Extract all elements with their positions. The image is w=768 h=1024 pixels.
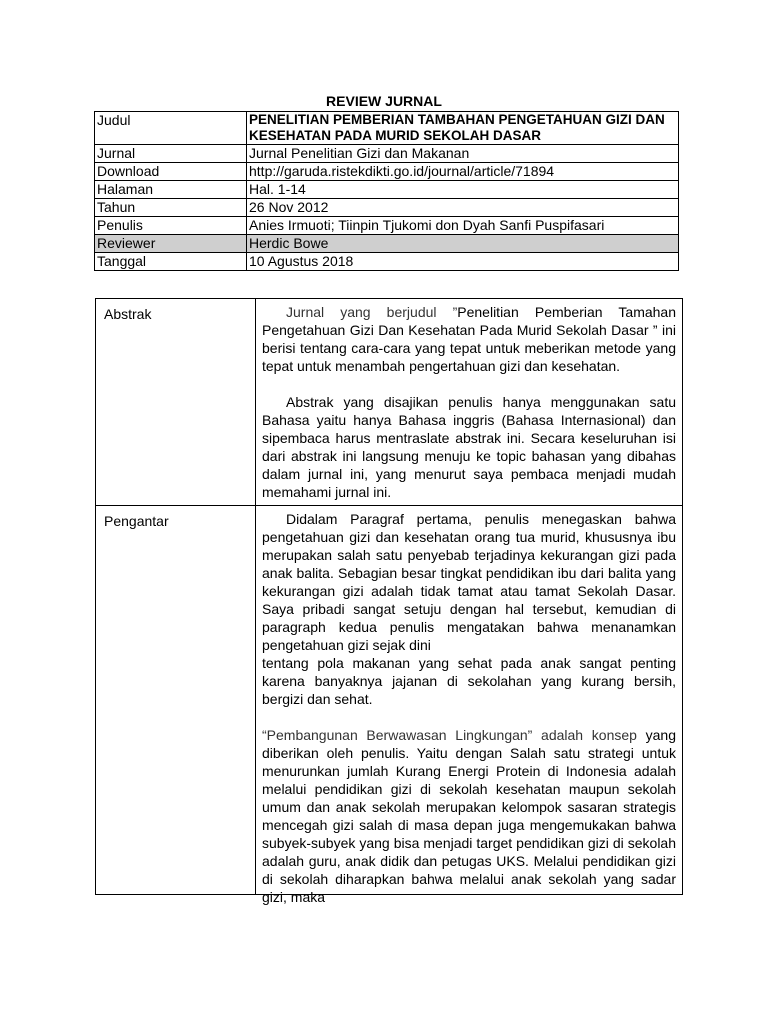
reviewer-label: Reviewer: [95, 235, 247, 253]
abstrak-paragraph-1: [262, 303, 676, 375]
abstrak-label: Abstrak: [96, 299, 256, 506]
pengantar-paragraph-1: Didalam Paragraf pertama, penulis menegaskan bahwa pengetahuan gizi dan kesehatan orang tua murid, khususnya ibu merupakan salah satu penyebab terjadinya kekurangan gizi pada anak balita. Sebagian besar tingkat pendidikan ibu dari balita yang kekurangan gizi adalah tidak tamat atau tamat Sekolah Dasar. Saya pribadi sangat setuju dengan hal tersebut, kemudian di paragraph kedua penulis mengatakan bahwa menanamkan pengetahuan gizi sejak dini: [262, 511, 676, 653]
page-title: REVIEW JURNAL: [326, 93, 442, 109]
download-link[interactable]: http://garuda.ristekdikti.go.id/journal/article/71894: [247, 163, 679, 181]
info-row-reviewer: [95, 235, 679, 253]
pengantar-text: [262, 510, 676, 905]
pengantar-label: Pengantar: [96, 506, 256, 895]
halaman-value: Hal. 1-14: [247, 181, 679, 199]
info-row-judul: [95, 112, 679, 145]
info-row-penulis: [95, 217, 679, 235]
info-row-tanggal: [95, 253, 679, 271]
abstrak-paragraph-2: Abstrak yang disajikan penulis hanya menggunakan satu Bahasa yaitu hanya Bahasa inggris (Bahasa Internasional) dan sipembaca harus mentraslate abstrak ini. Secara keseluruhan isi dari abstrak ini langsung menuju ke topic bahasan yang dibahas dalam jurnal ini, yang menurut saya pembaca menjadi mudah memahami jurnal ini.: [262, 394, 676, 500]
info-row-download: [95, 163, 679, 181]
pengantar-body: [256, 506, 683, 905]
penulis-label: Penulis: [95, 217, 247, 235]
penulis-value: Anies Irmuoti; Tiinpin Tjukomi don Dyah Sanfi Puspifasari: [247, 217, 679, 235]
info-row-tahun: [95, 199, 679, 217]
info-row-halaman: [95, 181, 679, 199]
abstrak-p1-lead: Jurnal yang berjudul ”: [286, 304, 458, 320]
jurnal-label: Jurnal: [95, 145, 247, 163]
abstrak-row: [96, 299, 683, 506]
judul-label: Judul: [95, 112, 247, 145]
pengantar-paragraph-1b: tentang pola makanan yang sehat pada anak sangat penting karena banyaknya jajanan di sekolahan yang kurang bersih, bergizi dan sehat.: [262, 655, 676, 707]
journal-info-table: [94, 111, 679, 271]
tahun-label: Tahun: [95, 199, 247, 217]
judul-value: PENELITIAN PEMBERIAN TAMBAHAN PENGETAHUAN GIZI DAN KESEHATAN PADA MURID SEKOLAH DASAR: [247, 112, 679, 145]
halaman-label: Halaman: [95, 181, 247, 199]
info-row-jurnal: [95, 145, 679, 163]
download-label: Download: [95, 163, 247, 181]
pengantar-p2-rest: yang diberikan oleh penulis. Yaitu dengan Salah satu strategi untuk menurunkan jumlah Kurang Energi Protein di Indonesia adalah melalui pendidikan gizi di sekolah kesehatan maupun sekolah umum dan anak sekolah merupakan kelompok sasaran strategis mencegah gizi salah di masa depan juga mengemukakan bahwa subyek-subyek yang bisa menjadi target pendidikan gizi di sekolah adalah guru, anak didik dan petugas UKS. Melalui pendidikan gizi di sekolah diharapkan bahwa melalui anak sekolah yang sadar gizi, maka: [262, 727, 676, 905]
review-table: [95, 298, 683, 905]
abstrak-body: [256, 299, 683, 506]
jurnal-value: Jurnal Penelitian Gizi dan Makanan: [247, 145, 679, 163]
tanggal-value: 10 Agustus 2018: [247, 253, 679, 271]
tahun-value: 26 Nov 2012: [247, 199, 679, 217]
tanggal-label: Tanggal: [95, 253, 247, 271]
pengantar-p2-lead: “Pembangunan Berwawasan Lingkungan” adalah konsep: [262, 727, 637, 743]
pengantar-row: [96, 506, 683, 895]
abstrak-p1-rest: Penelitian Pemberian Tamahan Pengetahuan Gizi Dan Kesehatan Pada Murid Sekolah Dasar ” ini berisi tentang cara-cara yang tepat untuk meberikan metode yang tepat untuk menambah pengertahuan gizi dan kesehatan.: [262, 304, 676, 374]
reviewer-value: Herdic Bowe: [247, 235, 679, 253]
pengantar-paragraph-2: [262, 726, 676, 906]
